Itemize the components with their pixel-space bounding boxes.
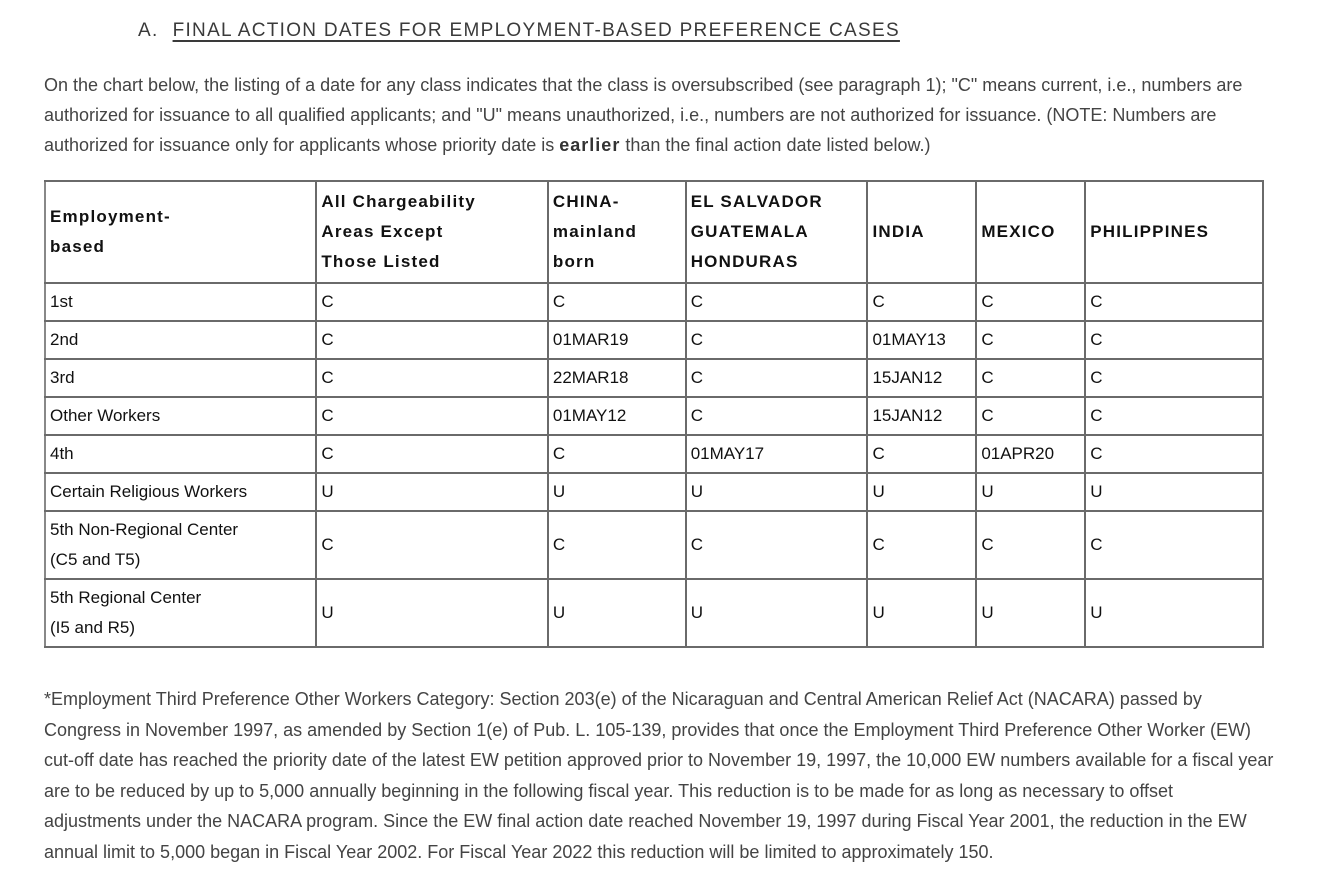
- table-cell: U: [976, 579, 1085, 647]
- row-label-line: 1st: [50, 292, 73, 311]
- header-all-chargeability: [316, 181, 548, 283]
- table-cell: C: [976, 359, 1085, 397]
- table-cell: C: [976, 511, 1085, 579]
- table-cell: C: [867, 435, 976, 473]
- table-cell: C: [686, 511, 868, 579]
- table-cell: C: [976, 397, 1085, 435]
- table-cell: C: [1085, 321, 1263, 359]
- footnote-paragraph: *Employment Third Preference Other Workers Category: Section 203(e) of the Nicaraguan and Central American Relief Act (NACARA) passed by Congress in November 1997, as amended by Section 1(e) of Pub. L. 105-139, provides that once the Employment Third Preference Other Worker (EW) cut-off date has reached the priority date of the latest EW petition approved prior to November 19, 1997, the 10,000 EW numbers available for a fiscal year are to be reduced by up to 5,000 annually beginning in the following fiscal year. This reduction is to be made for as long as necessary to offset adjustments under the NACARA program. Since the EW final action date reached November 19, 1997 during Fiscal Year 2001, the reduction in the EW annual limit to 5,000 began in Fiscal Year 2002. For Fiscal Year 2022 this reduction will be limited to approximately 150.: [44, 689, 1274, 862]
- header-line: mainland: [552, 222, 638, 241]
- table-row: [45, 435, 1263, 473]
- table-cell: 01APR20: [976, 435, 1085, 473]
- row-label-line: (C5 and T5): [50, 550, 141, 569]
- table-cell: C: [686, 359, 868, 397]
- table-cell: C: [1085, 397, 1263, 435]
- row-label: [45, 435, 316, 473]
- table-cell: C: [686, 283, 868, 321]
- table-cell: 22MAR18: [548, 359, 686, 397]
- header-line: Those Listed: [321, 252, 441, 271]
- table-cell: U: [686, 579, 868, 647]
- row-label-line: 2nd: [50, 330, 79, 349]
- header-line: EL SALVADOR: [690, 192, 823, 211]
- table-row: [45, 283, 1263, 321]
- row-label: [45, 321, 316, 359]
- table-cell: 01MAR19: [548, 321, 686, 359]
- final-action-dates-table: [44, 180, 1264, 648]
- table-cell: U: [548, 473, 686, 511]
- table-row: [45, 397, 1263, 435]
- header-line: INDIA: [872, 222, 925, 241]
- row-label-line: 3rd: [50, 368, 75, 387]
- table-cell: C: [316, 359, 548, 397]
- table-row: [45, 473, 1263, 511]
- table-row: [45, 511, 1263, 579]
- header-line: MEXICO: [981, 222, 1056, 241]
- table-cell: C: [1085, 283, 1263, 321]
- table-cell: 01MAY13: [867, 321, 976, 359]
- table-cell: C: [316, 283, 548, 321]
- section-heading: [138, 20, 900, 42]
- table-cell: C: [316, 321, 548, 359]
- row-label-line: Other Workers: [50, 406, 161, 425]
- table-cell: C: [686, 321, 868, 359]
- row-label-line: Certain Religious Workers: [50, 482, 248, 501]
- table-cell: C: [1085, 435, 1263, 473]
- intro-paragraph: [44, 70, 1274, 160]
- header-line: GUATEMALA: [690, 222, 809, 241]
- table-cell: U: [316, 473, 548, 511]
- table-row: [45, 579, 1263, 647]
- header-line: born: [552, 252, 596, 271]
- row-label: [45, 511, 316, 579]
- table-header-row: [45, 181, 1263, 283]
- table-cell: U: [1085, 473, 1263, 511]
- table-cell: C: [976, 283, 1085, 321]
- header-line: CHINA-: [552, 192, 620, 211]
- row-label: [45, 473, 316, 511]
- table-cell: C: [1085, 359, 1263, 397]
- header-line: based: [50, 237, 106, 256]
- table-cell: C: [316, 511, 548, 579]
- table-cell: 15JAN12: [867, 359, 976, 397]
- header-line: Employment-: [50, 207, 171, 226]
- row-label: [45, 359, 316, 397]
- header-line: HONDURAS: [690, 252, 799, 271]
- header-philippines: [1085, 181, 1263, 283]
- row-label-line: (I5 and R5): [50, 618, 136, 637]
- table-cell: U: [1085, 579, 1263, 647]
- table-body: [45, 283, 1263, 647]
- table-row: [45, 321, 1263, 359]
- section-title: FINAL ACTION DATES FOR EMPLOYMENT-BASED PREFERENCE CASES: [172, 20, 900, 41]
- table-cell: U: [548, 579, 686, 647]
- row-label-line: 5th Regional Center: [50, 588, 202, 607]
- header-employment-based: [45, 181, 316, 283]
- table-cell: C: [548, 511, 686, 579]
- header-india: [867, 181, 976, 283]
- table-cell: U: [686, 473, 868, 511]
- table-cell: U: [867, 579, 976, 647]
- table-cell: 01MAY17: [686, 435, 868, 473]
- row-label: [45, 283, 316, 321]
- header-line: All Chargeability: [321, 192, 476, 211]
- header-el-salvador-guatemala-honduras: [686, 181, 868, 283]
- table-cell: C: [686, 397, 868, 435]
- header-china: [548, 181, 686, 283]
- row-label-line: 5th Non-Regional Center: [50, 520, 239, 539]
- table-cell: 01MAY12: [548, 397, 686, 435]
- table-cell: C: [548, 435, 686, 473]
- table-cell: U: [976, 473, 1085, 511]
- table-cell: C: [548, 283, 686, 321]
- table-row: [45, 359, 1263, 397]
- row-label: [45, 397, 316, 435]
- intro-text-start: On the chart below, the listing of a date for any class indicates that the class is oversubscribed (see paragraph 1); "C" means current, i.e., numbers are authorized for issuance to all qualified applicants; and "U" means unauthorized, i.e., numbers are not authorized for issuance. (NOTE: Numbers are authorized for issuance only for applicants whose priority date is: [44, 75, 1243, 155]
- table-cell: U: [867, 473, 976, 511]
- table-cell: U: [316, 579, 548, 647]
- table-cell: C: [867, 283, 976, 321]
- table-cell: 15JAN12: [867, 397, 976, 435]
- table-cell: C: [1085, 511, 1263, 579]
- row-label: [45, 579, 316, 647]
- row-label-line: 4th: [50, 444, 74, 463]
- table-cell: C: [316, 397, 548, 435]
- header-line: PHILIPPINES: [1090, 222, 1210, 241]
- table-cell: C: [976, 321, 1085, 359]
- intro-emphasis: earlier: [559, 135, 621, 155]
- intro-text-end: than the final action date listed below.): [620, 135, 931, 155]
- section-letter: A.: [138, 20, 159, 41]
- header-mexico: [976, 181, 1085, 283]
- header-line: Areas Except: [321, 222, 444, 241]
- table-cell: C: [867, 511, 976, 579]
- table-cell: C: [316, 435, 548, 473]
